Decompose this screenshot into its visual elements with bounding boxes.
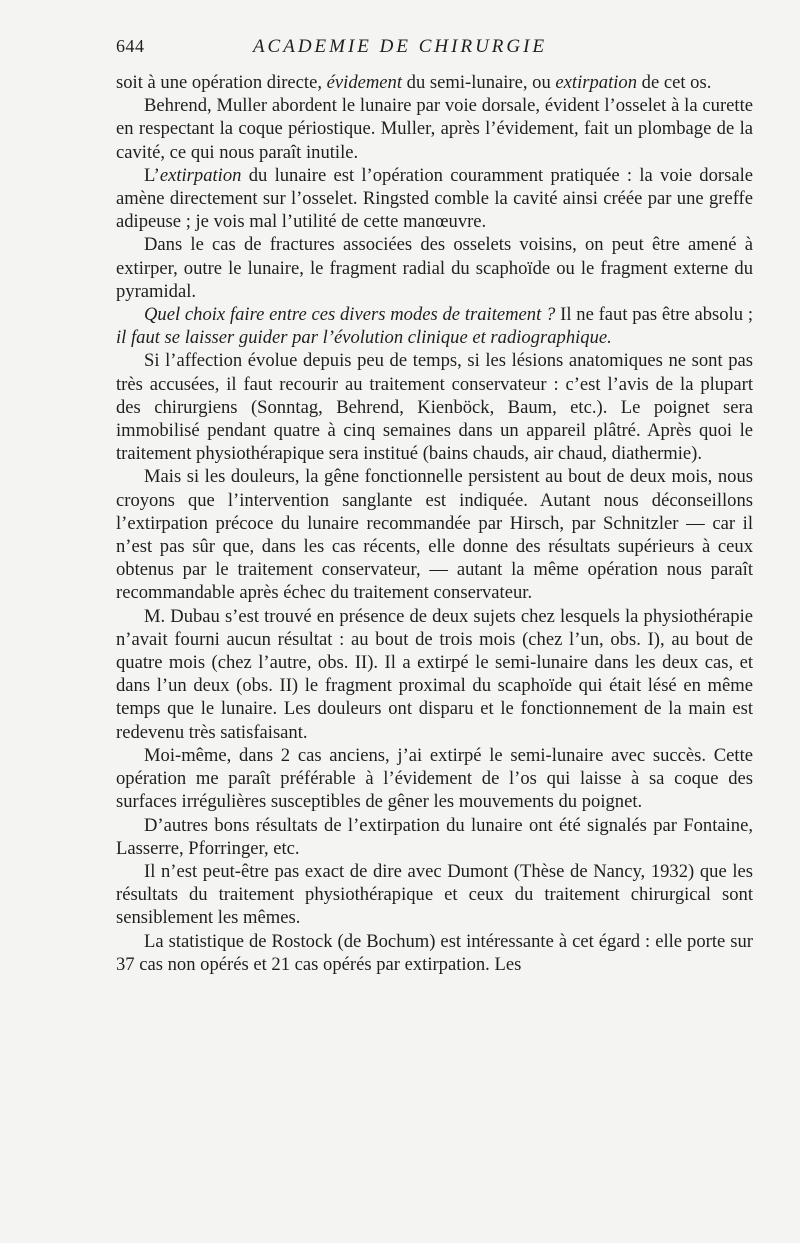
paragraph: [116, 233, 753, 303]
text: du semi-lunaire, ou: [402, 72, 556, 93]
italic-text: évidement: [326, 72, 403, 93]
text: de cet os.: [637, 72, 712, 93]
running-title: ACADEMIE DE CHIRURGIE: [252, 36, 548, 57]
body-text: [116, 71, 753, 976]
paragraph: [116, 814, 753, 860]
text: La statistique de Rostock (de Bochum) est intéressante à cet égard : elle porte sur 37 cas non opérés et 21 cas opérés par extirpation. Les: [116, 930, 753, 975]
paragraph: [116, 744, 753, 814]
text: Il ne faut pas être absolu ;: [555, 304, 754, 326]
page-number: 644: [116, 36, 145, 56]
italic-text: extirpation: [555, 72, 637, 93]
text: du lunaire est l’opération couramment pratiquée : la voie dorsale amène directement sur l’osselet. Ringsted comble la cavité ainsi créée par une greffe adipeuse ; je vois mal l’utilité de cette manœuvre.: [116, 164, 753, 233]
paragraph: [116, 303, 753, 349]
text: D’autres bons résultats de l’extirpation du lunaire ont été signalés par Fontaine, Lasserre, Pforringer, etc.: [116, 814, 753, 859]
text: L’: [144, 164, 160, 186]
text: Mais si les douleurs, la gêne fonctionnelle persistent au bout de deux mois, nous croyons que l’intervention sanglante est indiquée. Autant nous déconseillons l’extirpation précoce du lunaire recommandée par Hirsch, par Schnitzler — car il n’est pas sûr que, dans les cas récents, elle donne des résultats supérieurs à ceux obtenus par le traitement conservateur, — autant la même opération nous paraît recommandable après échec du traitement conservateur.: [116, 466, 753, 604]
paragraph: [116, 605, 753, 744]
paragraph: [116, 465, 753, 604]
text: Moi-même, dans 2 cas anciens, j’ai extirpé le semi-lunaire avec succès. Cette opération me paraît préférable à l’évidement de l’os qui laisse à sa coque des surfaces irrégulières susceptibles de gêner les mouvements du poignet.: [116, 744, 753, 813]
text: Behrend, Muller abordent le lunaire par voie dorsale, évident l’osselet à la curette en respectant la coque périostique. Muller, après l’évidement, fait un plombage de la cavité, ce qui nous paraît inutile.: [116, 95, 753, 163]
paragraph: [116, 164, 753, 234]
text: Si l’affection évolue depuis peu de temps, si les lésions anatomiques ne sont pas très accusées, il faut recourir au traitement conservateur : c’est l’avis de la plupart des chirurgiens (Sonntag, Behrend, Kienböck, Baum, etc.). Le poignet sera immobilisé pendant quatre à cinq semaines dans un appareil plâtré. Après quoi le traitement physiothérapique sera institué (bains chauds, air chaud, diathermie).: [116, 350, 753, 465]
italic-text: Quel choix faire entre ces divers modes de traitement ?: [144, 304, 556, 326]
text: Il n’est peut-être pas exact de dire avec Dumont (Thèse de Nancy, 1932) que les résultats du traitement physiothérapique et ceux du traitement chirurgical sont sensiblement les mêmes.: [116, 860, 753, 929]
paragraph: [116, 860, 753, 930]
paragraph: [116, 71, 753, 94]
italic-text: il faut se laisser guider par l’évolution clinique et radiographique.: [116, 327, 612, 349]
paragraph: [116, 94, 753, 164]
paragraph: [116, 349, 753, 465]
italic-text: extirpation: [159, 164, 242, 186]
paragraph: [116, 930, 753, 976]
text: M. Dubau s’est trouvé en présence de deux sujets chez lesquels la physiothérapie n’avait fourni aucun résultat : au bout de trois mois (chez l’un, obs. I), au bout de quatre mois (chez l’autre, obs. II). Il a extirpé le semi-lunaire dans les deux cas, et dans l’un deux (obs. II) le fragment proximal du scaphoïde qui était lésé en même temps que le lunaire. Les douleurs ont disparu et le fonctionnement de la main est redevenu très satisfaisant.: [116, 605, 753, 743]
text: Dans le cas de fractures associées des osselets voisins, on peut être amené à extirper, outre le lunaire, le fragment radial du scaphoïde ou le fragment externe du pyramidal.: [116, 234, 753, 302]
text: soit à une opération directe,: [116, 72, 327, 93]
page-header: [0, 36, 800, 60]
